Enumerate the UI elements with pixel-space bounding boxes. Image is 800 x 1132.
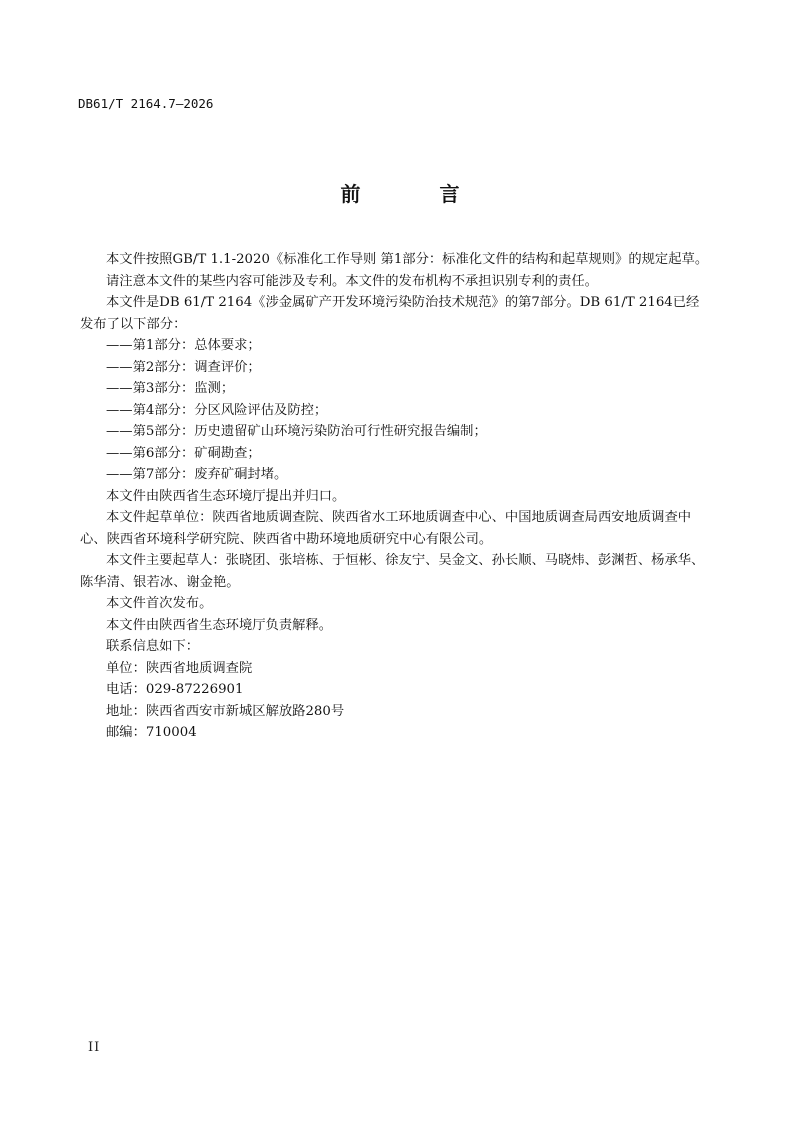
- list-item-part-3: ——第3部分：监测；: [106, 381, 235, 396]
- paragraph-interpretation: 本文件由陕西省生态环境厅负责解释。: [106, 617, 333, 633]
- page-title: 前 言: [340, 182, 496, 206]
- list-item-part-1: ——第1部分：总体要求；: [106, 338, 261, 353]
- foreword-body: [80, 249, 710, 744]
- contact-address: 地址：陕西省西安市新城区解放路280号: [106, 703, 345, 719]
- paragraph-first-release: 本文件首次发布。: [106, 596, 213, 611]
- paragraph-proposer: 本文件由陕西省生态环境厅提出并归口。: [106, 488, 346, 504]
- list-item-part-7: ——第7部分：废弃矿硐封堵。: [106, 467, 288, 482]
- paragraph-patent-notice: 请注意本文件的某些内容可能涉及专利。本文件的发布机构不承担识别专利的责任。: [106, 273, 598, 289]
- list-item-part-5: ——第5部分：历史遗留矿山环境污染防治可行性研究报告编制；: [106, 424, 487, 439]
- contact-unit: 单位：陕西省地质调查院: [106, 660, 253, 676]
- contact-postcode: 邮编：710004: [106, 725, 197, 740]
- list-item-part-2: ——第2部分：调查评价；: [106, 359, 261, 375]
- list-item-part-6: ——第6部分：矿硐勘查；: [106, 445, 261, 461]
- paragraph-drafting-rules: 本文件按照GB/T 1.1-2020《标准化工作导则 第1部分：标准化文件的结构和起草规则》的规定起草。: [106, 252, 709, 267]
- contact-phone: 电话：029-87226901: [106, 682, 244, 697]
- list-item-part-4: ——第4部分：分区风险评估及防控；: [106, 402, 328, 418]
- paragraph-drafting-units: 本文件起草单位：陕西省地质调查院、陕西省水工环地质调查中心、中国地质调查局西安地质调查中心、陕西省环境科学研究院、陕西省中勘环境地质研究中心有限公司。: [80, 510, 692, 547]
- paragraph-contact-intro: 联系信息如下：: [106, 639, 200, 654]
- paragraph-part-statement: 本文件是DB 61/T 2164《涉金属矿产开发环境污染防治技术规范》的第7部分。DB 61/T 2164已经发布了以下部分：: [80, 295, 700, 332]
- document-code: DB61/T 2164.7—2026: [78, 96, 214, 111]
- paragraph-drafters: 本文件主要起草人：张晓团、张培栋、于恒彬、徐友宁、吴金文、孙长顺、马晓炜、彭渊哲、杨承华、陈华清、银若冰、谢金艳。: [80, 553, 705, 590]
- page-number: II: [88, 1040, 101, 1055]
